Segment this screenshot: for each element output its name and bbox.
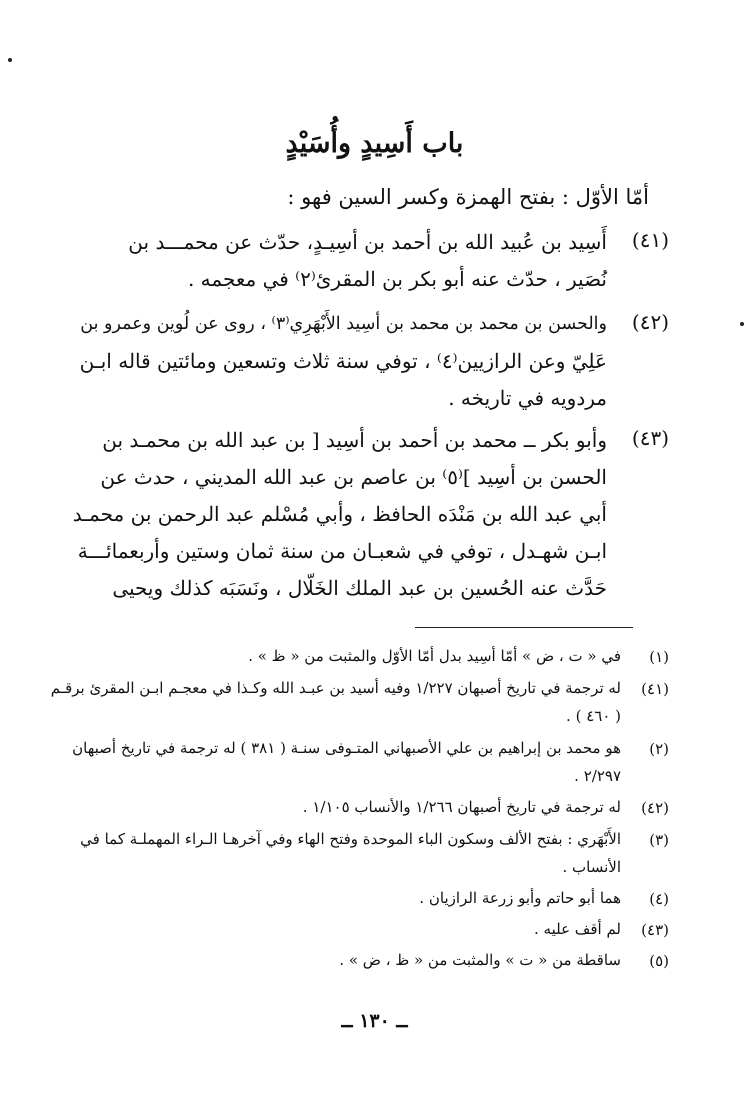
footnote-number: (٤١)	[641, 680, 669, 698]
entry-line: أبي عبد الله بن مَنْدَه الحافظ ، وأبي مُسْلم عبد الرحمن بن محمـد	[72, 502, 607, 526]
footnote-number: (٤٢)	[641, 799, 669, 817]
chapter-title: باب أَسِيدٍ وأُسَيْدٍ	[285, 128, 464, 159]
footnote-line: الأَبْهَري : بفتح الألف وسكون الباء الموحدة وفتح الهاء وفي آخرهـا الـراء المهملـة كما في	[80, 830, 621, 848]
scan-speck	[740, 322, 744, 326]
footnote-line: له ترجمة في تاريخ أصبهان ١/٢٢٧ وفيه أسيد بن عبـد الله وكـذا في معجـم ابـن المقرئ برقـم	[50, 679, 621, 697]
entry-line: وأبو بكر ــ محمد بن أحمد بن أسِيد [ بن عبد الله بن محمـد بن	[102, 428, 607, 452]
entry-line: أَسِيد بن عُبيد الله بن أحمد بن أسِيـدٍ، حدّث عن محمـــد بن	[128, 230, 607, 254]
footnote-line: هو محمد بن إبراهيم بن علي الأصبهاني المتـوفى سنـة ( ٣٨١ ) له ترجمة في تاريخ أصبهان	[72, 739, 621, 757]
entry-number: (٤١)	[631, 228, 669, 252]
footnote-line: ساقطة من « ت » والمثبت من « ظ ، ض » .	[339, 951, 621, 969]
footnote-line: له ترجمة في تاريخ أصبهان ١/٢٦٦ والأنساب ١/١٠٥ .	[302, 798, 621, 816]
footnote-number: (٢)	[649, 740, 669, 758]
footnote-separator	[415, 627, 633, 628]
footnote-number: (١)	[649, 648, 669, 666]
footnote-number: (٣)	[649, 831, 669, 849]
entry-line: الحسن بن أسِيد ]⁽٥⁾ بن عاصم بن عبد الله المديني ، حدث عن	[100, 465, 607, 489]
entry-number: (٤٢)	[631, 310, 669, 334]
footnote-line: هما أبو حاتم وأبو زرعة الرازيان .	[419, 889, 621, 907]
entry-line: حَدَّث عنه الحُسين بن عبد الملك الخَلّال ، ونَسَبَه كذلك ويحيى	[112, 576, 607, 600]
entry-number: (٤٣)	[631, 426, 669, 450]
page-number: ــ ١٣٠ ــ	[341, 1010, 408, 1032]
footnote-line: لم أقف عليه .	[534, 920, 621, 938]
entry-line: والحسن بن محمد بن محمد بن أسِيد الأَبْهَرِي⁽٣⁾ ، روى عن لُوين وعمرو بن	[80, 314, 607, 334]
footnote-line: في « ت ، ض » أمّا أسِيد بدل أمّا الأوّل والمثبت من « ظ » .	[248, 647, 621, 665]
footnote-line: ٢/٢٩٧ .	[574, 767, 621, 785]
entry-line: ابـن شهـدل ، توفي في شعبـان من سنة ثمان وستين وأربعمائـــة	[77, 539, 607, 563]
footnote-number: (٤٣)	[641, 921, 669, 939]
entry-line: مردويه في تاريخه .	[448, 386, 607, 410]
footnote-line: ( ٤٦٠ ) .	[566, 707, 621, 725]
footnote-number: (٤)	[649, 890, 669, 908]
footnote-number: (٥)	[649, 952, 669, 970]
scan-speck	[8, 58, 12, 62]
intro-line: أمّا الأوّل : بفتح الهمزة وكسر السين فهو :	[287, 185, 649, 209]
entry-line: نُصَير ، حدّث عنه أبو بكر بن المقرئ⁽٢⁾ في معجمه .	[187, 267, 607, 291]
entry-line: عَلِيّ وعن الرازيين⁽٤⁾ ، توفي سنة ثلاث وتسعين ومائتين قاله ابـن	[79, 349, 607, 373]
footnote-line: الأنساب .	[562, 858, 621, 876]
